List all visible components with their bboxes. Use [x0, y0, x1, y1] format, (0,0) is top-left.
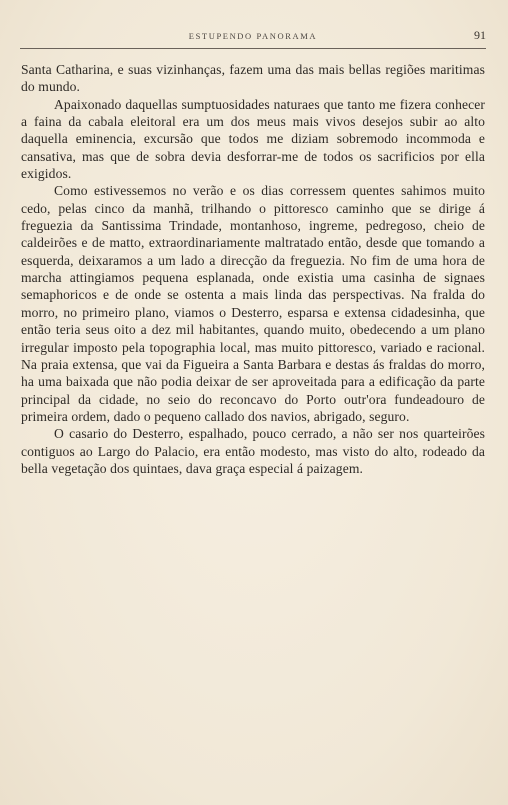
paragraph-4: O casario do Desterro, espalhado, pouco cerrado, a não ser nos quarteirões contiguos ao Largo do Palacio, era então modesto, mas visto do alto, rodeado da bella vegetação dos quintaes, dava graça especial á paizagem. — [21, 426, 485, 476]
running-head — [20, 28, 486, 44]
paragraph-3: Como estivessemos no verão e os dias corressem quentes sahimos muito cedo, pelas cinco da manhã, trilhando o pittoresco caminho que se dirige á freguezia da Santissima Trindade, montanhoso, ingreme, pedregoso, cheio de caldeirões e de matto, extraordinariamente maltratado então, desde que tomando a esquerda, deixaramos a um lado a direcção da freguezia. No fim de uma hora de marcha attingiamos pequena esplanada, onde existia uma casinha de signaes semaphoricos e de onde se ostenta a mais linda das perspectivas. Na fralda do morro, no primeiro plano, viamos o Desterro, esparsa e extensa cidadesinha, que então teria seus oito a dez mil habitantes, quando muito, obedecendo a um plano irregular imposto pela topographia local, mas muito pittoresco, variado e racional. Na praia extensa, que vai da Figueira a Santa Barbara e destas ás fraldas do morro, ha uma baixada que não podia deixar de ser aproveitada para a edificação da parte principal da cidade, no seio do reconcavo do Porto outr'ora fundeadouro de primeira ordem, dado o pequeno callado dos navios, abrigado, seguro. — [21, 183, 485, 424]
running-title: ESTUPENDO PANORAMA — [188, 31, 318, 41]
page-number: 91 — [474, 28, 486, 42]
paragraph-1: Santa Catharina, e suas vizinhanças, fazem uma das mais bellas regiões maritimas do mundo. — [21, 62, 485, 95]
body-text — [21, 61, 485, 477]
paragraph-2: Apaixonado daquellas sumptuosidades naturaes que tanto me fizera conhecer a faina da cabala eleitoral era um dos meus mais vivos desejos subir ao alto daquella eminencia, excursão que todos me diziam sobremodo incommoda e cansativa, mas que de sobra devia desforrar-me de todos os sacrificios por ella exigidos. — [21, 96, 485, 182]
header-rule — [20, 48, 486, 49]
